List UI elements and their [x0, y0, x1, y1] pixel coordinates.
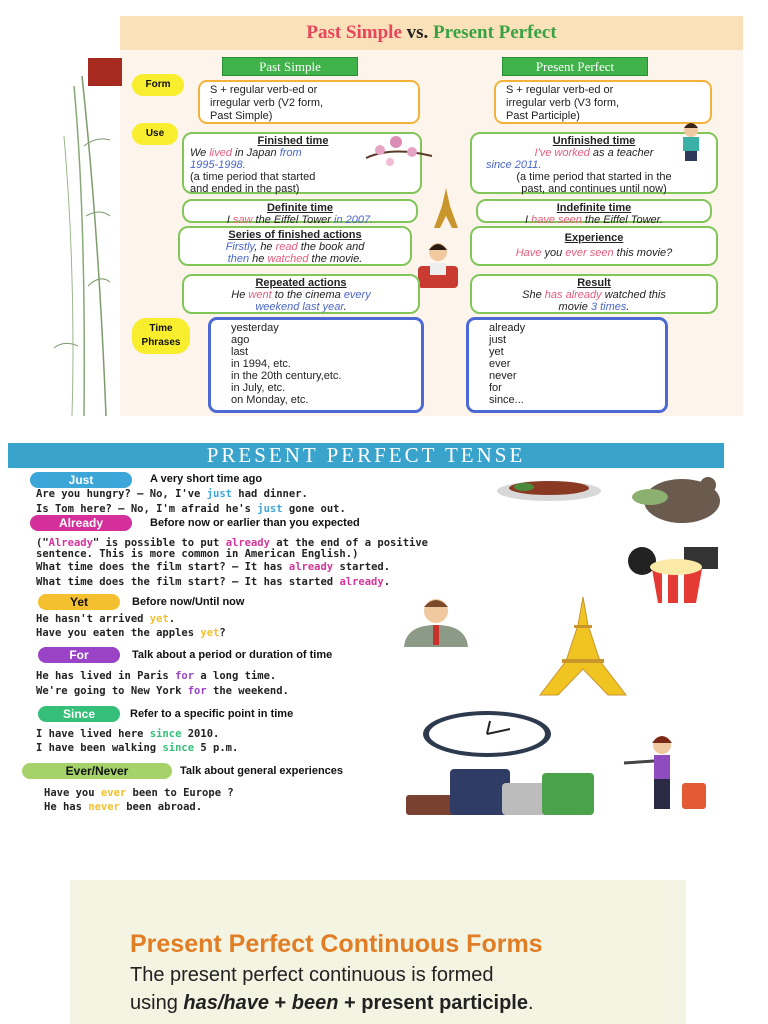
present-perfect-continuous-slide	[70, 880, 686, 1024]
text: to the cinema	[271, 289, 344, 301]
indefinite-time-box	[476, 199, 712, 226]
verb-highlight: read	[275, 241, 298, 253]
unfinished-time-heading: Unfinished time	[552, 135, 636, 147]
example-line: sentence. This is more common in American English.)	[36, 548, 359, 560]
text: watched this	[601, 289, 666, 301]
label-phrases: Phrases	[141, 337, 181, 348]
eiffel-tower-icon	[518, 595, 648, 697]
keyword: Already	[48, 537, 93, 549]
text: gone out.	[282, 503, 346, 515]
slide-title: Present Perfect Continuous Forms	[130, 930, 543, 958]
finished-time-heading: Finished time	[257, 135, 329, 147]
time-phrases-present-box	[466, 317, 668, 413]
text: .	[626, 301, 630, 313]
text: .	[383, 576, 391, 588]
steak-plate-icon	[494, 473, 604, 503]
time-highlight: every	[343, 289, 371, 301]
traveler-woman-icon	[620, 733, 716, 813]
text: He has	[44, 801, 89, 813]
text: 2010.	[181, 728, 220, 740]
text: What time does the film start? – It has	[36, 561, 289, 573]
experience-box	[470, 226, 718, 266]
title-present-perfect: Present Perfect	[433, 22, 557, 43]
example-line	[36, 627, 226, 639]
verb-highlight: Have	[515, 247, 542, 259]
unfinished-note: past, and continues until now)	[521, 183, 667, 195]
keyword: already	[225, 537, 270, 549]
text: I have lived here	[36, 728, 150, 740]
phrase-item: yesterday	[231, 322, 279, 334]
text: .	[527, 992, 534, 1014]
text: ?	[219, 627, 226, 639]
example-line	[36, 503, 346, 515]
text: movie	[558, 301, 591, 313]
text: What time does the film start? – It has started	[36, 576, 340, 588]
verb-highlight: went	[248, 289, 272, 301]
person-reading-icon	[414, 236, 462, 290]
text: started.	[333, 561, 391, 573]
example-line	[36, 670, 276, 682]
example-line	[36, 742, 238, 754]
label-time-phrases	[132, 318, 190, 354]
bold-italic-text: been	[291, 992, 339, 1014]
phrase-item: for	[489, 382, 502, 394]
cherry-blossom-icon	[362, 128, 436, 172]
text: We're going to New York	[36, 685, 188, 697]
slide-text-line	[130, 992, 534, 1015]
keyword: just	[206, 488, 232, 500]
finished-note: (a time period that started	[190, 171, 316, 183]
repeated-actions-box	[182, 274, 420, 314]
unfinished-note: (a time period that started in the	[516, 171, 672, 183]
keyword: ever	[100, 787, 127, 799]
luggage-icon	[402, 761, 602, 817]
repeated-actions-heading: Repeated actions	[255, 277, 347, 289]
verb-highlight: has already	[544, 289, 602, 301]
result-box	[470, 274, 718, 314]
example-line	[44, 801, 202, 813]
present-perfect-tense-chart	[8, 443, 724, 823]
text: I	[226, 214, 233, 226]
column-header-present-perfect: Present Perfect	[502, 57, 648, 76]
example-line	[36, 728, 219, 740]
keyword: already	[288, 561, 334, 573]
text: he	[249, 253, 268, 265]
tag-just: Just	[30, 472, 132, 488]
text: as a teacher	[589, 147, 654, 159]
keyword: just	[257, 503, 283, 515]
bold-italic-text: has/have	[183, 992, 269, 1014]
phrase-item: since...	[489, 394, 524, 406]
indefinite-time-heading: Indefinite time	[556, 202, 632, 214]
text: I	[524, 214, 532, 226]
keyword: never	[88, 801, 120, 813]
text: at the end of a positive	[269, 537, 428, 549]
verb-highlight: ever seen	[565, 247, 614, 259]
keyword: since	[149, 728, 182, 740]
result-heading: Result	[577, 277, 611, 289]
example-line	[36, 576, 390, 588]
bold-text: +	[338, 992, 362, 1014]
text: , he	[254, 241, 276, 253]
phrase-item: last	[231, 346, 249, 358]
keyword: since	[162, 742, 195, 754]
past-vs-present-chart	[44, 16, 743, 416]
phrase-item: in July, etc.	[231, 382, 286, 394]
phrase-item: never	[489, 370, 517, 382]
form-past-line: S + regular verb-ed or	[210, 84, 318, 96]
column-header-past-simple: Past Simple	[222, 57, 358, 76]
bold-text: +	[268, 992, 292, 1014]
form-present-line: irregular verb (V3 form,	[506, 97, 620, 109]
text: 5 p.m.	[194, 742, 239, 754]
tag-ever-never: Ever/Never	[22, 763, 172, 779]
desc-since: Refer to a specific point in time	[130, 708, 294, 720]
text: .	[168, 613, 176, 625]
text: had dinner.	[231, 488, 308, 500]
time-highlight: weekend last year	[255, 301, 344, 313]
example-line	[36, 561, 390, 573]
label-form: Form	[132, 74, 184, 96]
text: the book and	[297, 241, 365, 253]
chart-title	[120, 16, 743, 50]
text: this movie?	[613, 247, 673, 259]
text: ("	[36, 537, 49, 549]
verb-highlight: lived	[209, 147, 232, 159]
text: I have been walking	[36, 742, 163, 754]
text: Are you hungry? – No, I've	[36, 488, 207, 500]
label-use: Use	[132, 123, 178, 145]
form-past-line: irregular verb (V2 form,	[210, 97, 324, 109]
phrase-item: ever	[489, 358, 511, 370]
text: Is Tom here? – No, I'm afraid he's	[36, 503, 258, 515]
time-highlight: Firstly	[225, 241, 255, 253]
form-past-box	[198, 80, 420, 124]
verb-highlight: I've worked	[534, 147, 590, 159]
text: He has lived in Paris	[36, 670, 176, 682]
eiffel-tower-icon	[428, 186, 464, 230]
form-present-line: Past Participle)	[506, 110, 580, 122]
bold-text: present participle	[361, 992, 528, 1014]
tense-banner-title: PRESENT PERFECT TENSE	[8, 443, 724, 468]
definite-time-box	[182, 199, 418, 226]
text: you	[541, 247, 566, 259]
text: We	[190, 147, 210, 159]
slide-text-line: The present perfect continuous is formed	[130, 964, 494, 986]
verb-highlight: saw	[232, 214, 253, 226]
keyword: for	[175, 670, 195, 682]
phrase-item: in the 20th century,etc.	[231, 370, 342, 382]
verb-highlight: watched	[267, 253, 309, 265]
text: Have you eaten the apples	[36, 627, 201, 639]
time-highlight: then	[227, 253, 250, 265]
keyword: yet	[149, 613, 169, 625]
time-highlight: 3 times	[590, 301, 627, 313]
time-highlight: 1995-1998.	[190, 159, 246, 171]
bear-icon	[620, 471, 724, 527]
keyword: already	[339, 576, 384, 588]
text: .	[343, 301, 347, 313]
phrase-item: yet	[489, 346, 504, 358]
text: She	[522, 289, 545, 301]
text: in Japan	[231, 147, 280, 159]
red-accent-block	[88, 58, 122, 86]
text: a long time.	[194, 670, 277, 682]
example-line	[36, 685, 289, 697]
phrase-item: ago	[231, 334, 250, 346]
text: using	[130, 992, 184, 1014]
desc-just: A very short time ago	[150, 473, 263, 485]
phrase-item: in 1994, etc.	[231, 358, 291, 370]
desc-already: Before now or earlier than you expected	[150, 517, 360, 529]
series-actions-box	[178, 226, 412, 266]
text: He hasn't arrived	[36, 613, 150, 625]
series-actions-heading: Series of finished actions	[228, 229, 362, 241]
text: " is possible to put	[92, 537, 226, 549]
title-past-simple: Past Simple	[306, 22, 402, 43]
time-highlight: in 2007.	[334, 214, 374, 226]
text: been abroad.	[119, 801, 203, 813]
time-phrases-past-box	[208, 317, 424, 413]
finished-note: and ended in the past)	[190, 183, 300, 195]
label-time: Time	[149, 323, 173, 334]
phrase-item: on Monday, etc.	[231, 394, 309, 406]
tag-yet: Yet	[38, 594, 120, 610]
example-line	[36, 613, 175, 625]
time-highlight: from	[279, 147, 302, 159]
text: the Eiffel Tower.	[581, 214, 663, 226]
verb-highlight: have seen	[531, 214, 582, 226]
phrase-item: just	[489, 334, 507, 346]
form-present-line: S + regular verb-ed or	[506, 84, 614, 96]
phrase-item: already	[489, 322, 526, 334]
definite-time-heading: Definite time	[266, 202, 333, 214]
tag-already: Already	[30, 515, 132, 531]
text: the Eiffel Tower	[252, 214, 335, 226]
example-line	[36, 488, 308, 500]
desc-ever-never: Talk about general experiences	[180, 765, 344, 777]
text: the movie.	[308, 253, 363, 265]
example-line	[44, 787, 234, 799]
time-highlight: since 2011.	[486, 159, 542, 171]
text: Have you	[44, 787, 101, 799]
teacher-icon	[674, 120, 708, 168]
experience-heading: Experience	[564, 232, 624, 244]
keyword: yet	[200, 627, 220, 639]
text: He	[231, 289, 249, 301]
desc-yet: Before now/Until now	[132, 596, 245, 608]
businessman-icon	[396, 595, 478, 647]
title-vs: vs.	[406, 22, 429, 43]
text: the weekend.	[206, 685, 289, 697]
tag-since: Since	[38, 706, 120, 722]
keyword: for	[187, 685, 207, 697]
tag-for: For	[38, 647, 120, 663]
clock-icon	[420, 709, 554, 759]
text: been to Europe ?	[126, 787, 234, 799]
form-past-line: Past Simple)	[210, 110, 273, 122]
desc-for: Talk about a period or duration of time	[132, 649, 333, 661]
form-present-box	[494, 80, 712, 124]
